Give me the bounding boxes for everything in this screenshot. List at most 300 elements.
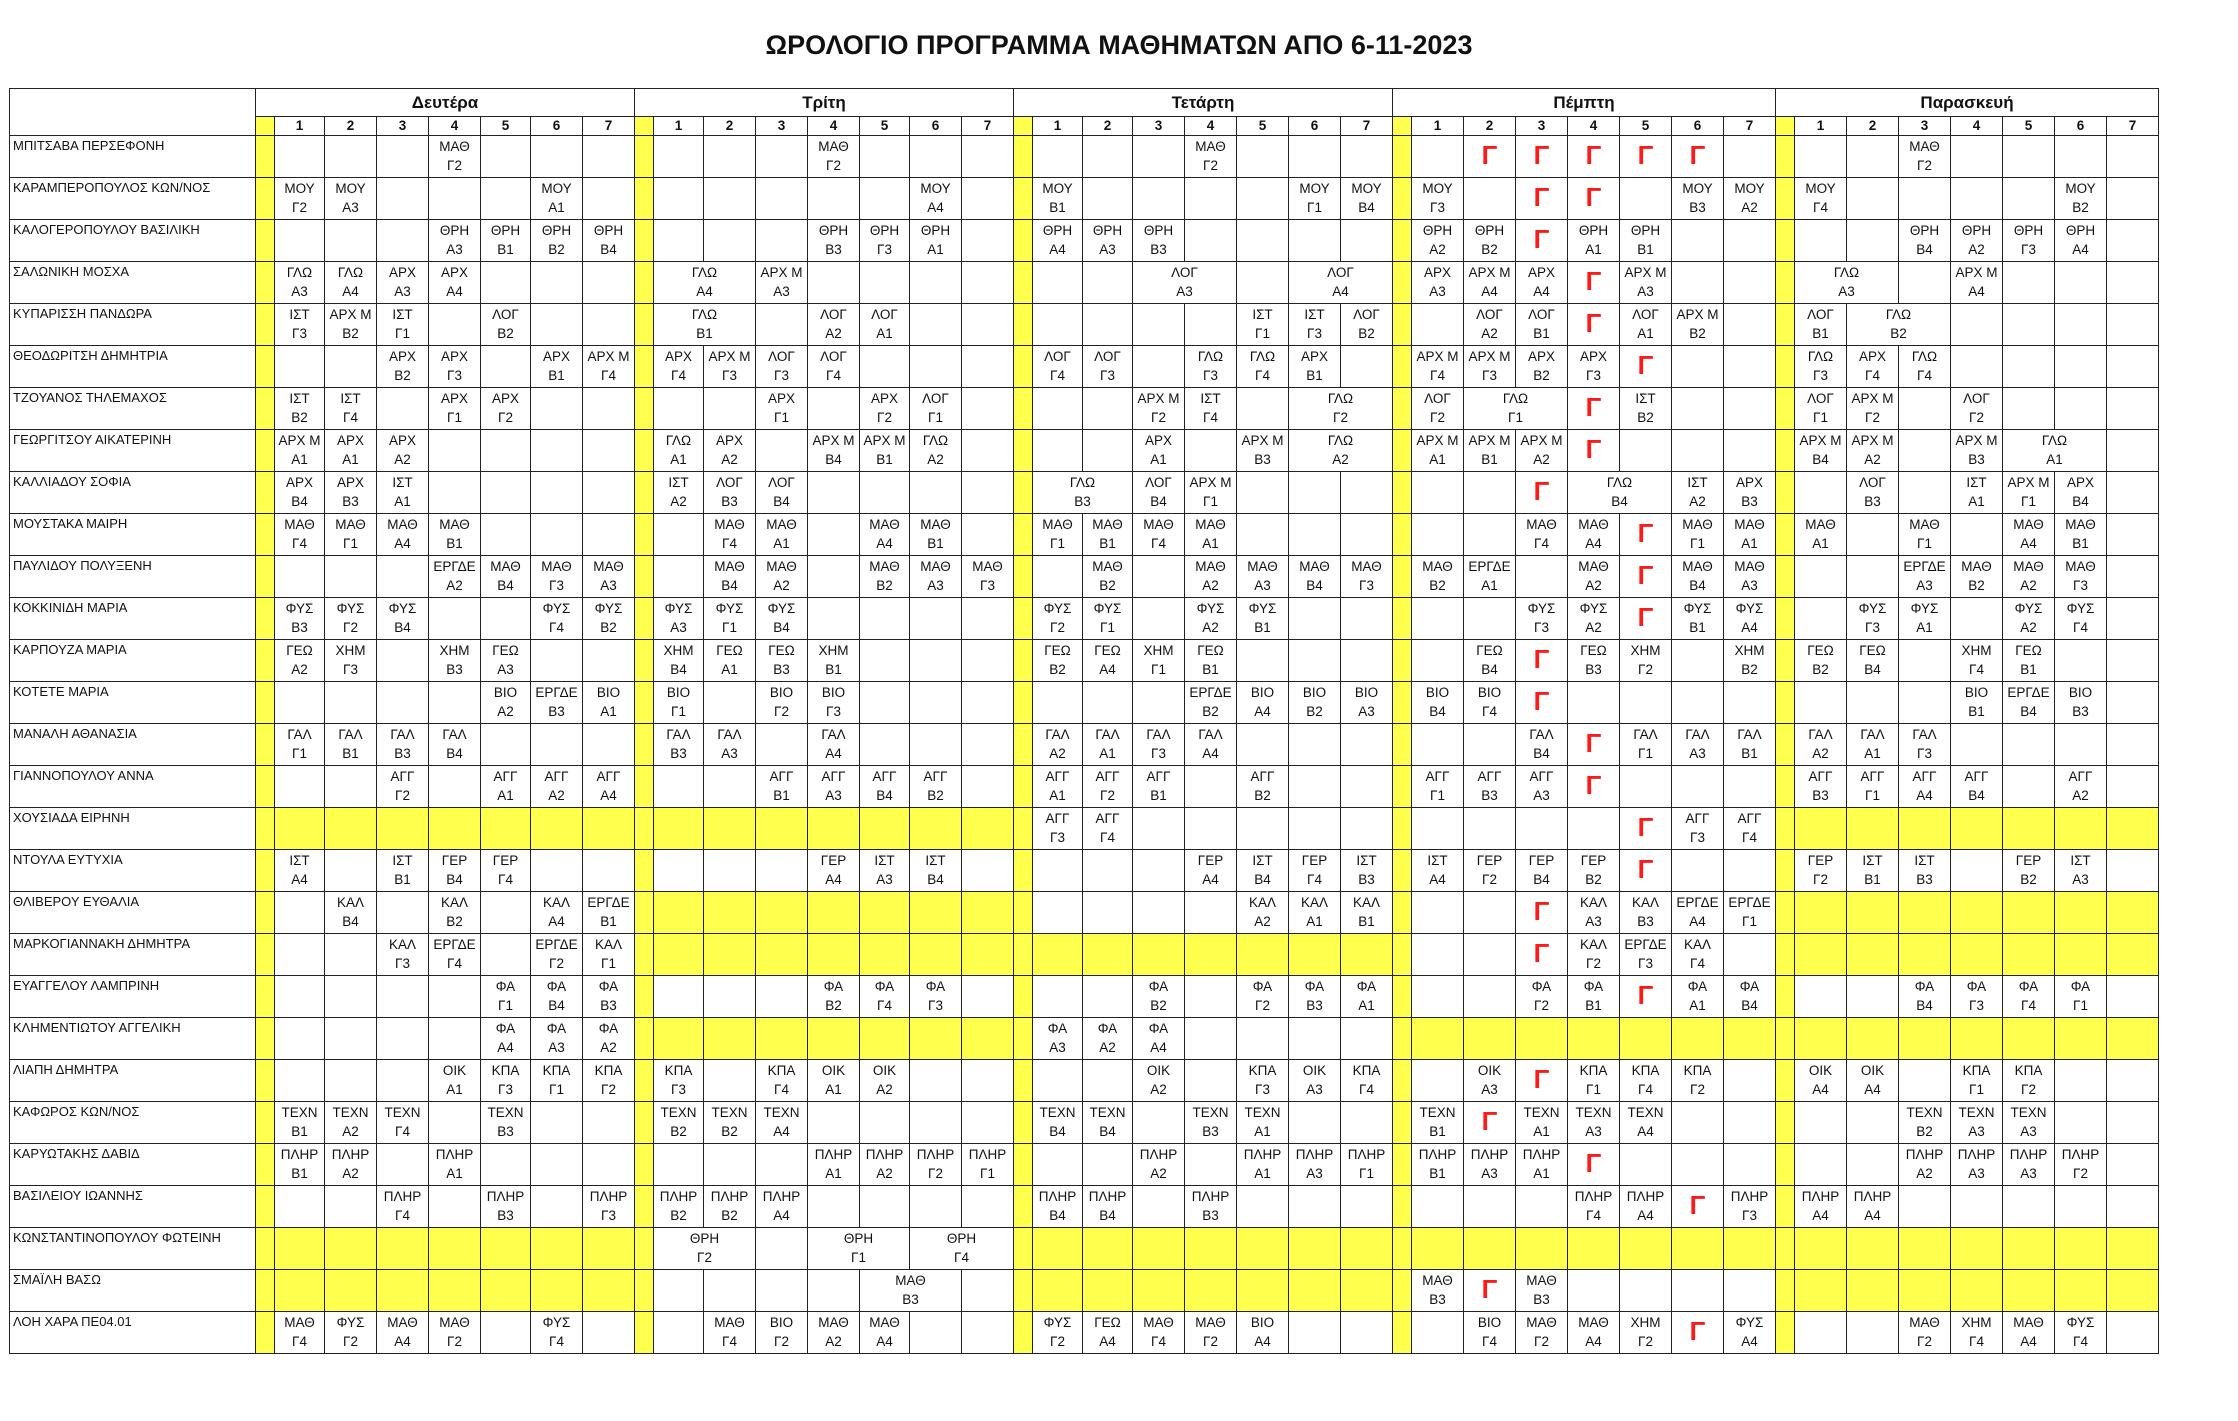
lesson-cell	[654, 808, 704, 850]
subject-code: ΠΛΗΡ	[659, 1189, 698, 1204]
lesson-cell	[1951, 304, 2003, 346]
lesson-cell	[962, 514, 1014, 556]
lesson-cell	[1083, 430, 1133, 472]
subject-code: ΠΛΗΡ	[589, 1189, 628, 1204]
lesson-cell	[1951, 640, 2003, 682]
lesson-cell	[654, 766, 704, 808]
lesson-cell	[1951, 682, 2003, 724]
day-separator	[1393, 388, 1412, 430]
lesson-cell	[1516, 1312, 1568, 1354]
lesson-cell	[756, 136, 808, 178]
lesson-cell	[962, 1060, 1014, 1102]
lesson-cell	[1795, 1270, 1847, 1312]
day-separator	[1393, 892, 1412, 934]
class-code: Β2	[2020, 872, 2037, 887]
subject-code: ΛΟΓ	[1171, 265, 1198, 280]
lesson-cell	[583, 724, 635, 766]
lesson-cell	[1412, 1144, 1464, 1186]
lesson-cell	[275, 556, 325, 598]
lesson-cell	[1289, 1060, 1341, 1102]
lesson-cell	[962, 136, 1014, 178]
day-separator	[1014, 220, 1033, 262]
lesson-cell	[1133, 1060, 1185, 1102]
lesson-cell	[1847, 1312, 1899, 1354]
lesson-cell	[2055, 976, 2107, 1018]
lesson-cell	[2107, 430, 2159, 472]
lesson-cell	[860, 934, 910, 976]
class-code: Β2	[1585, 872, 1602, 887]
class-code: Γ4	[1690, 956, 1705, 971]
subject-code: ΧΗΜ	[1961, 1315, 1992, 1330]
teacher-name: ΚΑΡΥΩΤΑΚΗΣ ΔΑΒΙΔ	[10, 1144, 256, 1186]
subject-code: ΜΑΘ	[1351, 559, 1382, 574]
class-code: Α3	[1306, 1166, 1323, 1181]
lesson-cell	[1724, 1186, 1776, 1228]
lesson-cell	[1899, 262, 1951, 304]
lesson-cell	[1847, 598, 1899, 640]
lesson-cell	[2055, 934, 2107, 976]
lesson-cell	[1847, 1186, 1899, 1228]
subject-code: ΛΟΓ	[1424, 391, 1451, 406]
class-code: Γ4	[1100, 830, 1115, 845]
subject-code: ΜΑΘ	[1578, 1315, 1609, 1330]
subject-code: ΤΕΧΝ	[1244, 1105, 1281, 1120]
lesson-cell	[583, 766, 635, 808]
class-code: Α2	[600, 1040, 617, 1055]
subject-code: ΑΡΧ Μ	[1416, 349, 1459, 364]
subject-code: ΜΑΘ	[1734, 559, 1765, 574]
subject-code: ΜΑΘ	[541, 559, 572, 574]
lesson-cell	[808, 556, 860, 598]
teacher-row	[10, 514, 2159, 556]
class-code: Α4	[773, 1208, 790, 1223]
lesson-cell	[481, 766, 531, 808]
lesson-cell	[2107, 136, 2159, 178]
lesson-cell	[1237, 388, 1289, 430]
class-code: Β2	[600, 620, 617, 635]
class-code: Β4	[2072, 494, 2089, 509]
class-code: Β2	[446, 914, 463, 929]
lesson-cell	[860, 304, 910, 346]
lesson-cell	[1847, 682, 1899, 724]
subject-code: ΒΙΟ	[769, 1315, 794, 1330]
subject-code: ΠΛΗΡ	[1243, 1147, 1282, 1162]
subject-code: ΓΕΡ	[1807, 853, 1834, 868]
subject-code: ΠΛΗΡ	[1038, 1189, 1077, 1204]
lesson-cell	[1951, 1144, 2003, 1186]
lesson-cell	[910, 178, 962, 220]
class-code: Β3	[825, 242, 842, 257]
class-code: Β4	[1049, 1124, 1066, 1139]
class-code: Γ4	[2073, 1334, 2088, 1349]
class-code: Α4	[2020, 536, 2037, 551]
lesson-cell	[531, 430, 583, 472]
lesson-cell	[2055, 556, 2107, 598]
lesson-cell	[756, 640, 808, 682]
subject-code: ΑΡΧ	[2066, 475, 2094, 490]
gamma-mark: Γ	[1516, 178, 1568, 220]
class-code: Γ3	[549, 578, 564, 593]
subject-code: ΜΟΥ	[2065, 181, 2096, 196]
class-code: Β4	[1741, 998, 1758, 1013]
class-code: Γ1	[1151, 662, 1166, 677]
period-number: 5	[1620, 117, 1672, 136]
class-code: Γ2	[1813, 872, 1828, 887]
lesson-cell	[325, 1144, 377, 1186]
class-code: Γ1	[447, 410, 462, 425]
subject-code: ΛΟΓ	[1859, 475, 1886, 490]
subject-code: ΘΡΗ	[1042, 223, 1073, 238]
day-separator	[635, 220, 654, 262]
class-code: Γ1	[1050, 536, 1065, 551]
class-code: Α4	[1916, 788, 1933, 803]
lesson-cell	[1341, 556, 1393, 598]
lesson-cell	[2107, 1018, 2159, 1060]
lesson-cell	[704, 1312, 756, 1354]
lesson-cell	[377, 346, 429, 388]
subject-code: ΘΡΗ	[869, 223, 900, 238]
subject-code: ΑΡΧ	[1144, 433, 1172, 448]
class-code: Α4	[1689, 914, 1706, 929]
lesson-cell	[654, 514, 704, 556]
day-separator	[256, 430, 275, 472]
lesson-cell	[1795, 430, 1847, 472]
lesson-cell	[1672, 724, 1724, 766]
day-separator	[1014, 1144, 1033, 1186]
class-code: Α4	[876, 536, 893, 551]
subject-code: ΦΥΣ	[2066, 601, 2095, 616]
class-code: Γ1	[1100, 620, 1115, 635]
lesson-cell	[275, 724, 325, 766]
period-number: 2	[325, 117, 377, 136]
subject-code: ΑΓΓ	[1685, 811, 1710, 826]
lesson-cell	[2107, 1270, 2159, 1312]
day-separator	[635, 136, 654, 178]
lesson-cell	[1185, 514, 1237, 556]
class-code: Β2	[927, 788, 944, 803]
gamma-mark: Γ	[1568, 388, 1620, 430]
class-code: Β1	[876, 452, 893, 467]
subject-code: ΑΡΧ Μ	[2007, 475, 2050, 490]
period-number: 3	[1899, 117, 1951, 136]
lesson-cell	[756, 304, 808, 346]
lesson-cell	[1899, 1228, 1951, 1270]
subject-code: ΜΑΘ	[335, 517, 366, 532]
lesson-cell	[429, 1060, 481, 1102]
subject-code: ΑΓΓ	[1045, 811, 1070, 826]
lesson-cell	[1289, 1270, 1341, 1312]
class-code: Β1	[696, 326, 713, 341]
subject-code: ΠΛΗΡ	[1088, 1189, 1127, 1204]
lesson-cell	[910, 1312, 962, 1354]
day-separator	[1393, 117, 1412, 136]
class-code: Β4	[1358, 200, 1375, 215]
subject-code: ΜΑΘ	[895, 1273, 926, 1288]
subject-code: ΑΡΧ Μ	[587, 349, 630, 364]
class-code: Α4	[1481, 284, 1498, 299]
subject-code: ΚΠΑ	[1631, 1063, 1660, 1078]
class-code: Α2	[1049, 746, 1066, 761]
subject-code: ΑΡΧ Μ	[1851, 433, 1894, 448]
lesson-cell	[1951, 1018, 2003, 1060]
class-code: Γ3	[1307, 326, 1322, 341]
lesson-cell	[1412, 304, 1464, 346]
lesson-cell	[2003, 1186, 2055, 1228]
period-number: 2	[1847, 117, 1899, 136]
subject-code: ΤΕΧΝ	[332, 1105, 369, 1120]
lesson-cell	[325, 892, 377, 934]
lesson-cell	[1795, 1102, 1847, 1144]
merged-lesson-cell	[2003, 430, 2107, 472]
lesson-cell	[429, 976, 481, 1018]
lesson-cell	[1672, 1060, 1724, 1102]
class-code: Β2	[1812, 662, 1829, 677]
lesson-cell	[1724, 892, 1776, 934]
lesson-cell	[1289, 682, 1341, 724]
lesson-cell	[1289, 514, 1341, 556]
class-code: Γ3	[1586, 368, 1601, 383]
day-separator	[1776, 514, 1795, 556]
merged-lesson-cell	[1033, 472, 1133, 514]
lesson-cell	[1133, 808, 1185, 850]
lesson-cell	[1795, 346, 1847, 388]
gamma-mark: Γ	[1620, 514, 1672, 556]
teacher-name: ΛΙΑΠΗ ΔΗΜΗΤΡΑ	[10, 1060, 256, 1102]
lesson-cell	[1795, 1018, 1847, 1060]
day-separator	[1393, 304, 1412, 346]
lesson-cell	[325, 850, 377, 892]
teacher-name: ΚΑΡΑΜΠΕΡΟΠΟΥΛΟΣ ΚΩΝ/ΝΟΣ	[10, 178, 256, 220]
subject-code: ΦΥΣ	[1858, 601, 1887, 616]
class-code: Β4	[394, 620, 411, 635]
class-code: Α4	[342, 284, 359, 299]
subject-code: ΚΑΛ	[542, 895, 571, 910]
subject-code: ΜΑΘ	[2013, 559, 2044, 574]
lesson-cell	[1185, 178, 1237, 220]
lesson-cell	[1620, 178, 1672, 220]
lesson-cell	[1133, 1018, 1185, 1060]
day-separator	[1014, 766, 1033, 808]
lesson-cell	[583, 892, 635, 934]
lesson-cell	[2055, 640, 2107, 682]
day-separator	[1776, 682, 1795, 724]
lesson-cell	[2055, 1018, 2107, 1060]
lesson-cell	[756, 1270, 808, 1312]
lesson-cell	[654, 934, 704, 976]
lesson-cell	[275, 808, 325, 850]
class-code: Α3	[1049, 1040, 1066, 1055]
lesson-cell	[1724, 1144, 1776, 1186]
lesson-cell	[910, 430, 962, 472]
lesson-cell	[1724, 388, 1776, 430]
day-separator	[256, 682, 275, 724]
subject-code: ΑΡΧ	[1527, 349, 1555, 364]
lesson-cell	[481, 220, 531, 262]
day-separator	[635, 117, 654, 136]
lesson-cell	[1724, 934, 1776, 976]
lesson-cell	[583, 640, 635, 682]
teacher-row	[10, 304, 2159, 346]
day-separator	[1393, 514, 1412, 556]
subject-code: ΓΑΛ	[1529, 727, 1554, 742]
lesson-cell	[962, 472, 1014, 514]
class-code: Α1	[825, 1082, 842, 1097]
class-code: Α3	[773, 284, 790, 299]
lesson-cell	[1185, 682, 1237, 724]
lesson-cell	[1847, 1270, 1899, 1312]
gamma-mark: Γ	[1620, 808, 1672, 850]
lesson-cell	[1083, 766, 1133, 808]
lesson-cell	[910, 514, 962, 556]
lesson-cell	[1568, 682, 1620, 724]
lesson-cell	[1847, 976, 1899, 1018]
lesson-cell	[1289, 934, 1341, 976]
class-code: Α3	[2020, 1124, 2037, 1139]
lesson-cell	[1568, 934, 1620, 976]
day-separator	[635, 430, 654, 472]
lesson-cell	[654, 346, 704, 388]
class-code: Α1	[600, 704, 617, 719]
lesson-cell	[1672, 598, 1724, 640]
subject-code: ΦΥΣ	[1043, 1315, 1072, 1330]
subject-code: ΑΡΧ	[388, 349, 416, 364]
day-separator	[1014, 136, 1033, 178]
subject-code: ΑΡΧ	[440, 265, 468, 280]
day-separator	[635, 850, 654, 892]
lesson-cell	[1672, 430, 1724, 472]
lesson-cell	[1899, 1102, 1951, 1144]
subject-code: ΧΗΜ	[1734, 643, 1765, 658]
class-code: Α2	[1202, 620, 1219, 635]
lesson-cell	[1083, 976, 1133, 1018]
class-code: Α2	[342, 1124, 359, 1139]
lesson-cell	[275, 850, 325, 892]
lesson-cell	[654, 1144, 704, 1186]
class-code: Β2	[497, 326, 514, 341]
day-separator	[1014, 514, 1033, 556]
lesson-cell	[1568, 556, 1620, 598]
subject-code: ΠΛΗΡ	[1853, 1189, 1892, 1204]
class-code: Β2	[1890, 326, 1907, 341]
class-code: Γ4	[1969, 1334, 1984, 1349]
subject-code: ΤΕΧΝ	[281, 1105, 318, 1120]
lesson-cell	[1464, 1312, 1516, 1354]
subject-code: ΚΠΑ	[1352, 1063, 1381, 1078]
subject-code: ΠΛΗΡ	[435, 1147, 474, 1162]
day-separator	[635, 346, 654, 388]
class-code: Α3	[1968, 1166, 1985, 1181]
teacher-name: ΓΕΩΡΓΙΤΣΟΥ ΑΙΚΑΤΕΡΙΝΗ	[10, 430, 256, 472]
lesson-cell	[1724, 1270, 1776, 1312]
lesson-cell	[2055, 136, 2107, 178]
lesson-cell	[1672, 1102, 1724, 1144]
subject-code: ΛΟΓ	[820, 307, 847, 322]
lesson-cell	[756, 1228, 808, 1270]
subject-code: ΦΥΣ	[388, 601, 417, 616]
lesson-cell	[1899, 682, 1951, 724]
day-separator	[1014, 430, 1033, 472]
lesson-cell	[1412, 808, 1464, 850]
lesson-cell	[1185, 1270, 1237, 1312]
subject-code: ΟΙΚ	[1860, 1063, 1885, 1078]
period-number: 6	[1289, 117, 1341, 136]
subject-code: ΤΕΧΝ	[1958, 1105, 1995, 1120]
day-separator	[1776, 472, 1795, 514]
class-code: Α2	[825, 326, 842, 341]
lesson-cell	[1672, 682, 1724, 724]
subject-code: ΧΗΜ	[1143, 643, 1174, 658]
lesson-cell	[910, 976, 962, 1018]
subject-code: ΑΡΧ Μ	[1955, 265, 1998, 280]
day-separator	[635, 556, 654, 598]
day-separator	[1776, 220, 1795, 262]
lesson-cell	[2003, 1312, 2055, 1354]
class-code: Α1	[721, 662, 738, 677]
class-code: Α1	[825, 1166, 842, 1181]
lesson-cell	[1795, 1186, 1847, 1228]
subject-code: ΦΑ	[2018, 979, 2039, 994]
subject-code: ΠΛΗΡ	[865, 1147, 904, 1162]
class-code: Β1	[1637, 242, 1654, 257]
lesson-cell	[325, 976, 377, 1018]
lesson-cell	[1133, 430, 1185, 472]
day-separator	[1776, 808, 1795, 850]
lesson-cell	[1033, 934, 1083, 976]
class-code: Β4	[1864, 662, 1881, 677]
class-code: Β3	[1533, 1292, 1550, 1307]
lesson-cell	[1899, 1270, 1951, 1312]
lesson-cell	[1951, 808, 2003, 850]
subject-code: ΓΑΛ	[390, 727, 415, 742]
lesson-cell	[1724, 1102, 1776, 1144]
class-code: Α4	[1741, 1334, 1758, 1349]
class-code: Α4	[1099, 1334, 1116, 1349]
lesson-cell	[1083, 514, 1133, 556]
class-code: Γ3	[292, 326, 307, 341]
lesson-cell	[325, 136, 377, 178]
lesson-cell	[2003, 850, 2055, 892]
class-code: Β3	[1074, 494, 1091, 509]
day-separator	[1393, 472, 1412, 514]
lesson-cell	[910, 388, 962, 430]
subject-code: ΓΑΛ	[338, 727, 363, 742]
subject-code: ΓΕΡ	[1301, 853, 1328, 868]
subject-code: ΓΑΛ	[717, 727, 742, 742]
lesson-cell	[1672, 556, 1724, 598]
lesson-cell	[429, 136, 481, 178]
day-separator	[1393, 1270, 1412, 1312]
lesson-cell	[1412, 1018, 1464, 1060]
lesson-cell	[962, 1270, 1014, 1312]
lesson-cell	[1133, 1102, 1185, 1144]
subject-code: ΑΓΓ	[1808, 769, 1833, 784]
class-code: Β4	[1306, 578, 1323, 593]
subject-code: ΑΡΧ Μ	[1189, 475, 1232, 490]
lesson-cell	[910, 682, 962, 724]
class-code: Γ4	[1151, 1334, 1166, 1349]
subject-code: ΓΕΡ	[1580, 853, 1607, 868]
class-code: Β2	[1254, 788, 1271, 803]
class-code: Γ2	[1586, 956, 1601, 971]
lesson-cell	[910, 1018, 962, 1060]
subject-code: ΑΓΓ	[2068, 769, 2093, 784]
lesson-cell	[325, 682, 377, 724]
class-code: Α3	[548, 1040, 565, 1055]
subject-code: ΚΑΛ	[1352, 895, 1381, 910]
subject-code: ΚΠΑ	[767, 1063, 796, 1078]
period-number: 6	[910, 117, 962, 136]
lesson-cell	[1185, 724, 1237, 766]
